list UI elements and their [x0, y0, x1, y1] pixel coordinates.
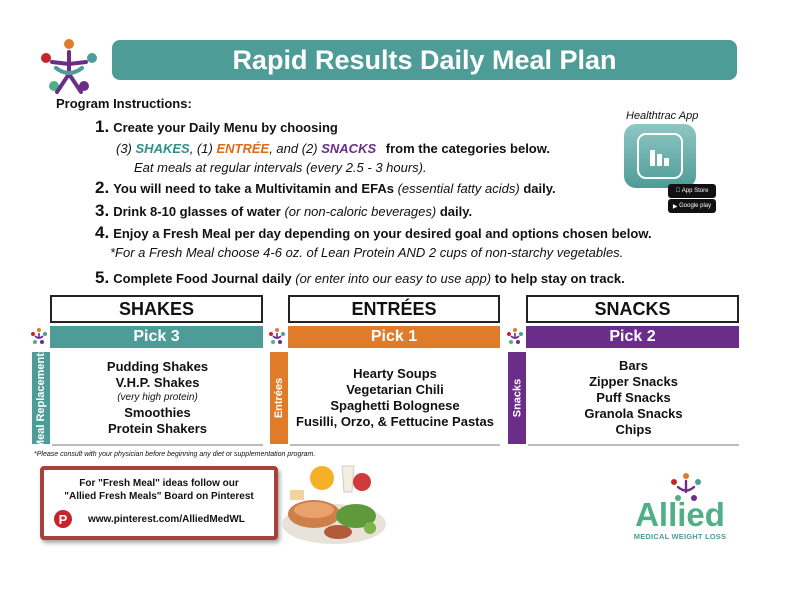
shakes-header: SHAKES: [50, 295, 263, 323]
food-platter-image: [278, 462, 390, 548]
allied-mini-logo-icon: [30, 327, 48, 345]
step-2: [95, 178, 556, 198]
list-item: Pudding Shakes: [106, 359, 209, 374]
snacks-side-label: [508, 352, 526, 444]
google-play-label: Google play: [679, 203, 712, 209]
pinterest-line-1: For "Fresh Meal" ideas follow our: [79, 478, 239, 489]
allied-mini-logo-icon: [268, 327, 286, 345]
entrees-pick-bar: Pick 1: [288, 326, 500, 348]
step-note: (or enter into our easy to use app): [295, 271, 492, 286]
allied-logo-icon: [34, 34, 104, 104]
step-3: [95, 201, 472, 221]
step-number: 2.: [95, 178, 110, 197]
list-item: Smoothies: [124, 405, 191, 420]
page-title: Rapid Results Daily Meal Plan: [112, 40, 737, 80]
step-text: You will need to take a Multivitamin and EFAs: [113, 181, 394, 196]
step-text: Create your Daily Menu by choosing: [113, 120, 338, 135]
step-4: [95, 223, 652, 243]
list-item: Spaghetti Bolognese: [330, 398, 460, 413]
choice-p4: from the categories below.: [385, 141, 550, 156]
step-number: 5.: [95, 268, 110, 287]
step-text: Enjoy a Fresh Meal per day depending on your desired goal and options chosen below.: [113, 226, 652, 241]
pinterest-icon[interactable]: P: [54, 510, 72, 528]
app-store-label: App Store: [679, 188, 707, 194]
step-number: 3.: [95, 201, 110, 220]
list-item: Fusilli, Orzo, & Fettucine Pastas: [296, 414, 494, 429]
shakes-side-label: [32, 346, 50, 450]
list-item: Chips: [615, 422, 652, 437]
disclaimer: *Please consult with your physician before beginning any diet or supplementation program.: [34, 451, 316, 458]
shakes-pick-bar: Pick 3: [50, 326, 263, 348]
play-icon: ▶: [672, 203, 678, 210]
allied-mini-logo-icon: [506, 327, 524, 345]
step-note: (or non-caloric beverages): [284, 204, 437, 219]
side-label-text: Snacks: [511, 378, 523, 418]
pinterest-callout: [40, 466, 278, 540]
apple-icon: [676, 188, 681, 194]
choice-line: [116, 141, 550, 156]
list-item: Vegetarian Chili: [346, 382, 444, 397]
step-text: Complete Food Journal daily: [113, 271, 292, 286]
step-number: 4.: [95, 223, 110, 242]
snacks-header: SNACKS: [526, 295, 739, 323]
pinterest-line-2: "Allied Fresh Meals" Board on Pinterest: [64, 491, 254, 502]
list-item-note: (very high protein): [117, 392, 198, 403]
step-1: [95, 117, 338, 137]
healthtrac-app-icon[interactable]: [624, 124, 696, 188]
list-item: V.H.P. Shakes: [115, 375, 200, 390]
entrees-side-label: [270, 352, 288, 444]
step-tail: to help stay on track.: [494, 271, 625, 286]
entrees-list: [290, 352, 500, 446]
choice-shakes: SHAKES: [135, 141, 190, 156]
shakes-list: [52, 352, 263, 446]
snacks-pick-bar: Pick 2: [526, 326, 739, 348]
list-item: Puff Snacks: [596, 390, 671, 405]
choice-snacks: SNACKS: [321, 141, 377, 156]
app-label: Healthtrac App: [626, 110, 699, 122]
step-text: Drink 8-10 glasses of water: [113, 204, 281, 219]
list-item: Granola Snacks: [584, 406, 683, 421]
choice-p1: (3): [116, 141, 132, 156]
list-item: Bars: [619, 358, 648, 373]
side-label-text: Entrées: [273, 377, 286, 419]
side-label-text: Meal Replacements: [35, 346, 48, 450]
list-item: Zipper Snacks: [589, 374, 678, 389]
interval-note: Eat meals at regular intervals (every 2.5 - 3 hours).: [134, 160, 427, 175]
step-number: 1.: [95, 117, 110, 136]
bar-chart-icon: [624, 124, 696, 188]
choice-entree: ENTRÉE: [216, 141, 270, 156]
choice-p2: , (1): [189, 141, 213, 156]
step-note: (essential fatty acids): [397, 181, 520, 196]
list-item: Protein Shakers: [108, 421, 207, 436]
step-tail: daily.: [439, 204, 473, 219]
choice-p3: , and (2): [269, 141, 318, 156]
brand-name: Allied: [635, 496, 725, 533]
step-5: [95, 268, 625, 288]
pinterest-link[interactable]: www.pinterest.com/AlliedMedWL: [88, 514, 245, 525]
snacks-list: [528, 352, 739, 446]
step-tail: daily.: [523, 181, 556, 196]
entrees-header: ENTRÉES: [288, 295, 500, 323]
brand-tagline: MEDICAL WEIGHT LOSS: [633, 532, 727, 541]
google-play-button[interactable]: [668, 199, 716, 213]
app-store-button[interactable]: [668, 184, 716, 198]
instructions-heading: Program Instructions:: [56, 96, 192, 111]
fresh-meal-note: *For a Fresh Meal choose 4-6 oz. of Lean Protein AND 2 cups of non-starchy vegetables.: [110, 245, 624, 260]
list-item: Hearty Soups: [353, 366, 437, 381]
